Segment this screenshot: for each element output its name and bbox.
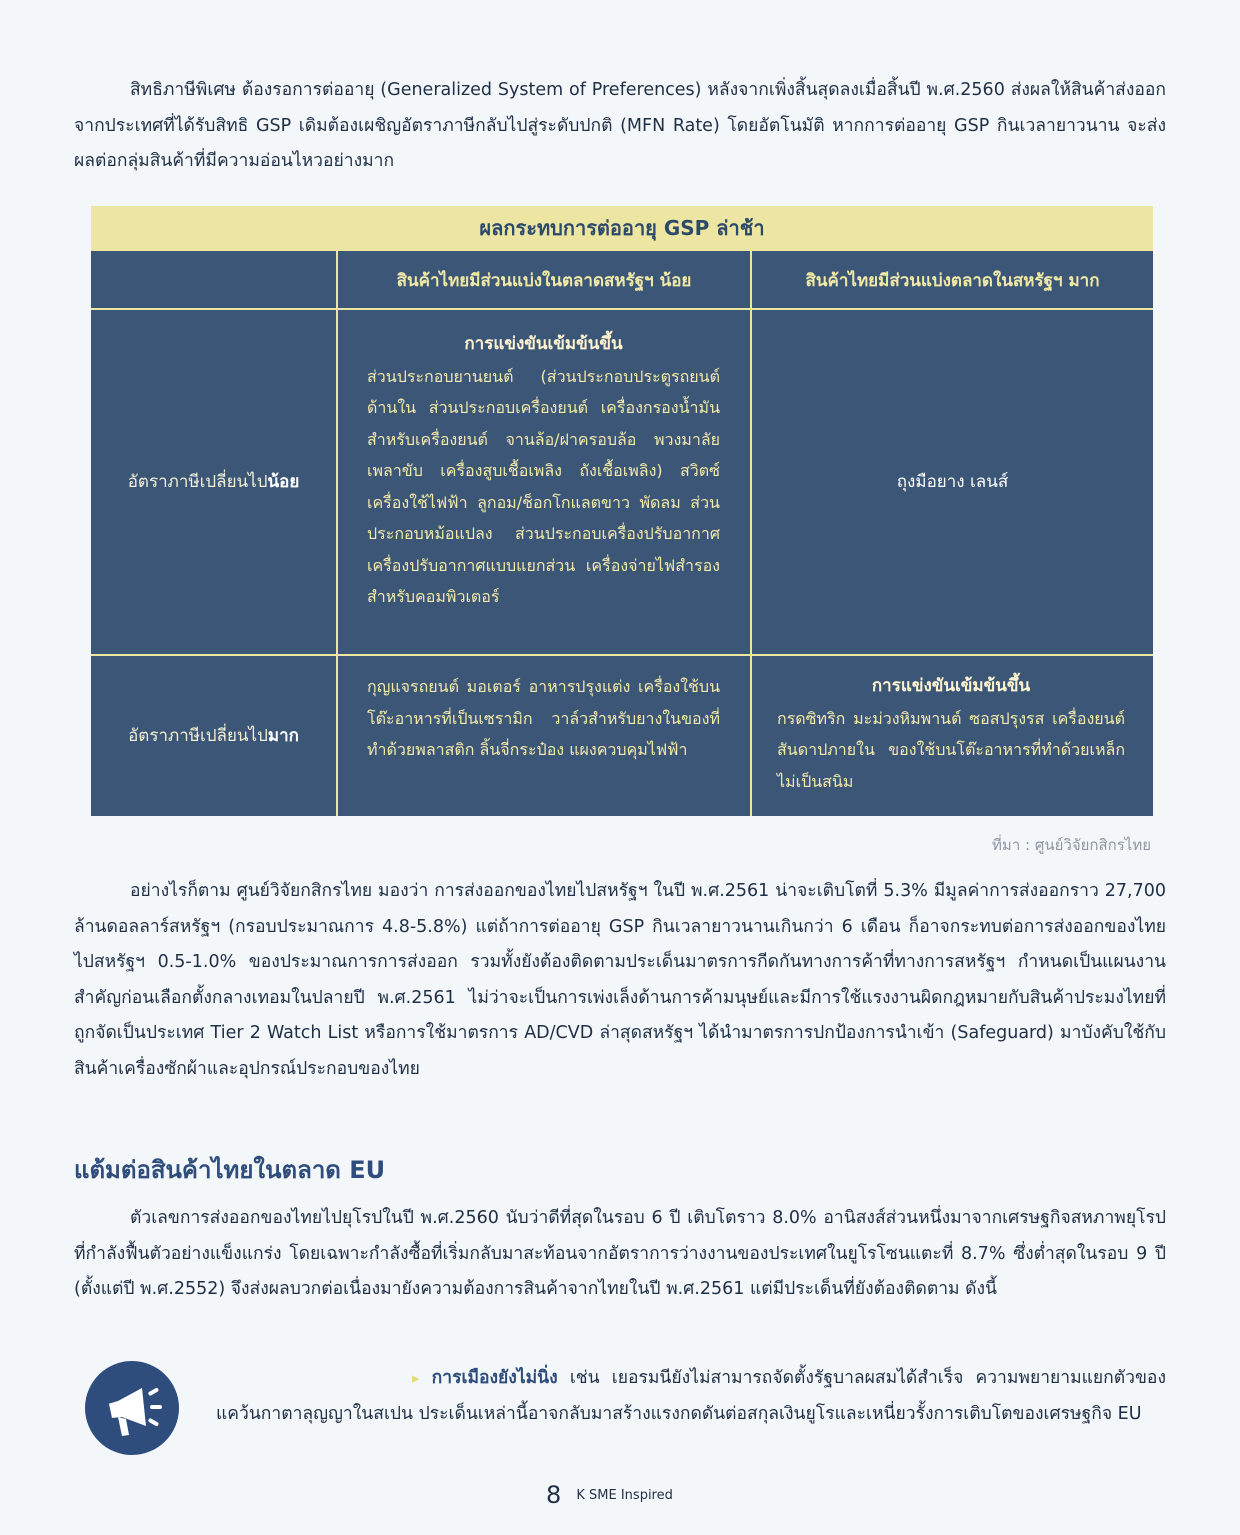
column-header-low-share: สินค้าไทยมีส่วนแบ่งในตลาดสหรัฐฯ น้อย bbox=[396, 271, 692, 291]
table-cell bbox=[367, 329, 720, 613]
column-header-high-share: สินค้าไทยมีส่วนแบ่งตลาดในสหรัฐฯ มาก bbox=[805, 271, 1100, 291]
table-cell: ถุงมือยาง เลนส์ bbox=[896, 472, 1009, 492]
body-paragraph: อย่างไรก็ตาม ศูนย์วิจัยกสิกรไทย มองว่า การส่งออกของไทยไปสหรัฐฯ ในปี พ.ศ.2561 น่าจะเติบโตที่ 5.3% มีมูลค่าการส่งออกราว 27,700 ล้านดอลลาร์สหรัฐฯ (กรอบประมาณการ 4.8-5.8%) แต่ถ้าการต่ออายุ GSP กินเวลายาวนานเกินกว่า 6 เดือน ก็อาจกระทบต่อการส่งออกของไทยไปสหรัฐฯ 0.5-1.0% ของประมาณการการส่งออก รวมทั้งยังต้องติดตามประเด็นมาตรการกีดกันทางการค้าที่ทางการสหรัฐฯ กำหนดเป็นแผนงานสำคัญก่อนเลือกตั้งกลางเทอมในปลายปี พ.ศ.2561 ไม่ว่าจะเป็นการเพ่งเล็งด้านการค้ามนุษย์และมีการใช้แรงงานผิดกฎหมายกับสินค้าประมงไทยที่ถูกจัดเป็นประเทศ Tier 2 Watch List หรือการใช้มาตรการ AD/CVD ล่าสุดสหรัฐฯ ได้นำมาตรการปกป้องการนำเข้า (Safeguard) มาบังคับใช้กับสินค้าเครื่องซักผ้าและอุปกรณ์ประกอบของไทย bbox=[74, 881, 1166, 1079]
page-number: 8 bbox=[546, 1481, 562, 1509]
table-cell: กุญแจรถยนต์ มอเตอร์ อาหารปรุงแต่ง เครื่องใช้บนโต๊ะอาหารที่เป็นเซรามิก วาล์วสำหรับยางในของที่ทำด้วยพลาสติก ลิ้นจี่กระป๋อง แผงควบคุมไฟฟ้า bbox=[367, 677, 720, 759]
cell-heading: การแข่งขันเข้มข้นขึ้น bbox=[871, 676, 1031, 696]
table-body bbox=[91, 251, 1153, 816]
row-label-high-change bbox=[91, 656, 336, 816]
section-heading: แต้มต่อสินค้าไทยในตลาด EU bbox=[74, 1156, 386, 1184]
row-label-prefix: อัตราภาษีเปลี่ยนไป bbox=[128, 726, 268, 746]
intro-paragraph: สิทธิภาษีพิเศษ ต้องรอการต่ออายุ (Generalized System of Preferences) หลังจากเพิ่งสิ้นสุดลงเมื่อสิ้นปี พ.ศ.2560 ส่งผลให้สินค้าส่งออกจากประเทศที่ได้รับสิทธิ GSP เดิมต้องเผชิญอัตราภาษีกลับไปสู่ระดับปกติ (MFN Rate) โดยอัตโนมัติ หากการต่ออายุ GSP กินเวลายาวนาน จะส่งผลต่อกลุ่มสินค้าที่มีความอ่อนไหวอย่างมาก bbox=[74, 80, 1166, 171]
row-label-low-change bbox=[91, 310, 336, 654]
row-label-emphasis: น้อย bbox=[267, 472, 300, 492]
bullet-point bbox=[74, 1360, 1166, 1432]
bullet-title: การเมืองยังไม่นิ่ง bbox=[431, 1368, 558, 1388]
row-label-prefix: อัตราภาษีเปลี่ยนไป bbox=[127, 472, 268, 492]
cell-heading: การแข่งขันเข้มข้นขึ้น bbox=[464, 334, 623, 354]
body-paragraph: ตัวเลขการส่งออกของไทยไปยุโรปในปี พ.ศ.2560 นับว่าดีที่สุดในรอบ 6 ปี เติบโตราว 8.0% อานิสงส์ส่วนหนึ่งมาจากเศรษฐกิจสหภาพยุโรปที่กำลังฟื้นตัวอย่างแข็งแกร่ง โดยเฉพาะกำลังซื้อที่เริ่มกลับมาสะท้อนจากอัตราการว่างงานของประเทศในยูโรโซนแตะที่ 8.7% ซึ่งต่ำสุดในรอบ 9 ปี (ตั้งแต่ปี พ.ศ.2552) จึงส่งผลบวกต่อเนื่องมายังความต้องการสินค้าจากไทยในปี พ.ศ.2561 แต่มีประเด็นที่ยังต้องติดตาม ดังนี้ bbox=[74, 1208, 1166, 1299]
publication-name: K SME Inspired bbox=[576, 1487, 673, 1503]
page-footer bbox=[546, 1481, 673, 1511]
table-source: ที่มา : ศูนย์วิจัยกสิกรไทย bbox=[992, 836, 1151, 854]
bullet-text: เช่น เยอรมนียังไม่สามารถจัดตั้งรัฐบาลผสมได้สำเร็จ ความพยายามแยกตัวของแคว้นกาตาลุญญาในสเปน ประเด็นเหล่านี้อาจกลับมาสร้างแรงกดดันต่อสกุลเงินยูโรและเหนี่ยวรั้งการเติบโตของเศรษฐกิจ EU bbox=[216, 1368, 1166, 1424]
table-cell bbox=[777, 671, 1125, 797]
table-title: ผลกระทบการต่ออายุ GSP ล่าช้า bbox=[91, 206, 1153, 251]
cell-text: กรดซิทริก มะม่วงหิมพานต์ ซอสปรุงรส เครื่องยนต์สันดาปภายใน ของใช้บนโต๊ะอาหารที่ทำด้วยเหล็กไม่เป็นสนิม bbox=[777, 708, 1125, 791]
gsp-impact-table bbox=[91, 206, 1153, 816]
table-divider bbox=[336, 251, 338, 816]
row-label-emphasis: มาก bbox=[267, 726, 299, 746]
bullet-marker: ▸ bbox=[412, 1369, 420, 1387]
cell-text: ส่วนประกอบยานยนต์ (ส่วนประกอบประตูรถยนต์ด้านใน ส่วนประกอบเครื่องยนต์ เครื่องกรองน้ำมันสำหรับเครื่องยนต์ จานล้อ/ฝาครอบล้อ พวงมาลัย เพลาขับ เครื่องสูบเชื้อเพลิง ถังเชื้อเพลิง) สวิตซ์เครื่องใช้ไฟฟ้า ลูกอม/ช็อกโกแลตขาว พัดลม ส่วนประกอบหม้อแปลง ส่วนประกอบเครื่องปรับอากาศ เครื่องปรับอากาศแบบแยกส่วน เครื่องจ่ายไฟสำรองสำหรับคอมพิวเตอร์ bbox=[367, 366, 720, 606]
